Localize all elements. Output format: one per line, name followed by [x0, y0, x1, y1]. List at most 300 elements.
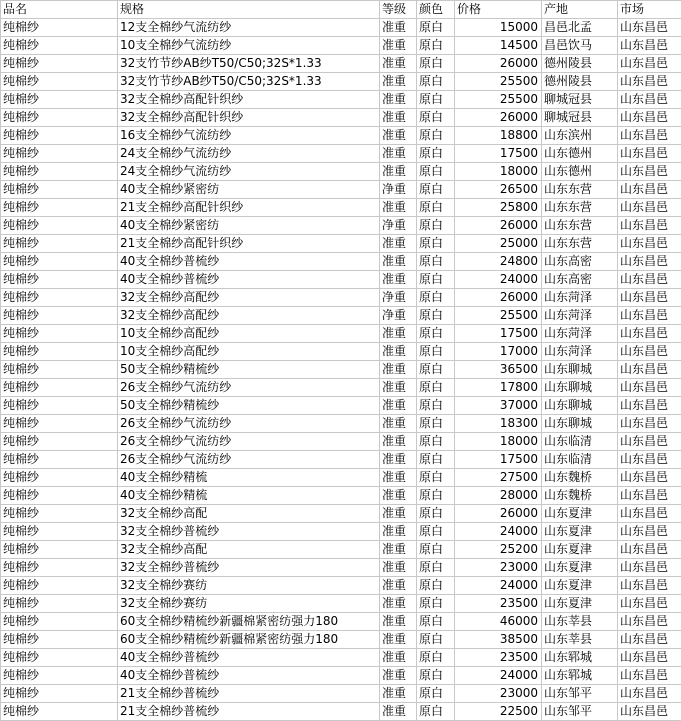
- table-row: [1, 559, 681, 577]
- cell-origin: 山东夏津: [542, 577, 618, 595]
- cell-market: 山东昌邑: [618, 73, 681, 91]
- cell-color: 原白: [417, 703, 455, 721]
- table-row: [1, 271, 681, 289]
- cell-price: 23000: [455, 685, 542, 703]
- cell-price: 18000: [455, 163, 542, 181]
- cell-spec: 26支全棉纱气流纺纱: [118, 415, 380, 433]
- cell-spec: 40支全棉纱精梳: [118, 469, 380, 487]
- cell-price: 17000: [455, 343, 542, 361]
- cell-grade: 准重: [380, 667, 417, 685]
- cell-grade: 准重: [380, 451, 417, 469]
- cell-color: 原白: [417, 145, 455, 163]
- cell-spec: 32支全棉纱赛纺: [118, 595, 380, 613]
- cell-spec: 24支全棉纱气流纺纱: [118, 163, 380, 181]
- header-row: [1, 1, 681, 19]
- table-row: [1, 667, 681, 685]
- cell-spec: 32支全棉纱高配: [118, 505, 380, 523]
- cell-spec: 60支全棉纱精梳纱新疆棉紧密纺强力180: [118, 613, 380, 631]
- cell-price: 23500: [455, 649, 542, 667]
- cell-origin: 山东夏津: [542, 595, 618, 613]
- cell-spec: 50支全棉纱精梳纱: [118, 361, 380, 379]
- cell-market: 山东昌邑: [618, 523, 681, 541]
- cell-spec: 21支全棉纱普梳纱: [118, 685, 380, 703]
- table-row: [1, 289, 681, 307]
- cell-market: 山东昌邑: [618, 163, 681, 181]
- cell-price: 18000: [455, 433, 542, 451]
- cell-color: 原白: [417, 415, 455, 433]
- cell-origin: 山东聊城: [542, 379, 618, 397]
- table-row: [1, 523, 681, 541]
- cell-spec: 32支全棉纱高配针织纱: [118, 109, 380, 127]
- cell-grade: 准重: [380, 145, 417, 163]
- table-row: [1, 343, 681, 361]
- cell-origin: 山东临清: [542, 451, 618, 469]
- cell-spec: 60支全棉纱精梳纱新疆棉紧密纺强力180: [118, 631, 380, 649]
- table-row: [1, 685, 681, 703]
- cell-market: 山东昌邑: [618, 55, 681, 73]
- cell-market: 山东昌邑: [618, 595, 681, 613]
- cell-price: 26000: [455, 505, 542, 523]
- cell-color: 原白: [417, 397, 455, 415]
- cell-spec: 26支全棉纱气流纺纱: [118, 379, 380, 397]
- cell-price: 37000: [455, 397, 542, 415]
- cell-spec: 32支全棉纱赛纺: [118, 577, 380, 595]
- cell-market: 山东昌邑: [618, 541, 681, 559]
- cell-origin: 山东郓城: [542, 667, 618, 685]
- cell-color: 原白: [417, 595, 455, 613]
- cell-spec: 32支全棉纱高配纱: [118, 289, 380, 307]
- cell-origin: 山东东营: [542, 181, 618, 199]
- cell-grade: 准重: [380, 523, 417, 541]
- cell-spec: 32支全棉纱普梳纱: [118, 559, 380, 577]
- cell-origin: 山东东营: [542, 199, 618, 217]
- cell-market: 山东昌邑: [618, 199, 681, 217]
- cell-origin: 山东夏津: [542, 505, 618, 523]
- cell-market: 山东昌邑: [618, 361, 681, 379]
- cell-product-name: 纯棉纱: [1, 559, 118, 577]
- table-row: [1, 253, 681, 271]
- cell-color: 原白: [417, 307, 455, 325]
- cell-origin: 山东滨州: [542, 127, 618, 145]
- cell-price: 27500: [455, 469, 542, 487]
- cell-grade: 准重: [380, 433, 417, 451]
- table-row: [1, 217, 681, 235]
- cell-product-name: 纯棉纱: [1, 649, 118, 667]
- cell-price: 25000: [455, 235, 542, 253]
- cell-price: 26500: [455, 181, 542, 199]
- cell-origin: 山东魏桥: [542, 487, 618, 505]
- table-row: [1, 199, 681, 217]
- cell-price: 25500: [455, 91, 542, 109]
- cell-product-name: 纯棉纱: [1, 19, 118, 37]
- cell-market: 山东昌邑: [618, 505, 681, 523]
- cell-price: 25800: [455, 199, 542, 217]
- cell-grade: 准重: [380, 109, 417, 127]
- cell-origin: 山东莘县: [542, 613, 618, 631]
- table-row: [1, 37, 681, 55]
- table-row: [1, 451, 681, 469]
- cell-grade: 准重: [380, 343, 417, 361]
- cell-price: 24000: [455, 523, 542, 541]
- cell-origin: 山东邹平: [542, 685, 618, 703]
- cell-market: 山东昌邑: [618, 667, 681, 685]
- cell-color: 原白: [417, 325, 455, 343]
- table-row: [1, 361, 681, 379]
- header-market: 市场: [618, 1, 681, 19]
- cell-origin: 山东高密: [542, 253, 618, 271]
- cell-market: 山东昌邑: [618, 127, 681, 145]
- table-row: [1, 379, 681, 397]
- cell-origin: 山东夏津: [542, 541, 618, 559]
- table-row: [1, 613, 681, 631]
- cell-color: 原白: [417, 577, 455, 595]
- cell-spec: 32支全棉纱高配: [118, 541, 380, 559]
- cell-origin: 山东夏津: [542, 523, 618, 541]
- cell-spec: 16支全棉纱气流纺纱: [118, 127, 380, 145]
- cell-price: 17500: [455, 145, 542, 163]
- cell-color: 原白: [417, 199, 455, 217]
- cell-spec: 40支全棉纱普梳纱: [118, 667, 380, 685]
- cell-color: 原白: [417, 235, 455, 253]
- cell-product-name: 纯棉纱: [1, 397, 118, 415]
- table-row: [1, 595, 681, 613]
- cell-color: 原白: [417, 55, 455, 73]
- cell-price: 22500: [455, 703, 542, 721]
- table-row: [1, 235, 681, 253]
- cell-price: 24800: [455, 253, 542, 271]
- cell-color: 原白: [417, 667, 455, 685]
- cell-color: 原白: [417, 37, 455, 55]
- cell-grade: 准重: [380, 379, 417, 397]
- cell-market: 山东昌邑: [618, 37, 681, 55]
- header-origin: 产地: [542, 1, 618, 19]
- table-row: [1, 433, 681, 451]
- cell-color: 原白: [417, 73, 455, 91]
- cell-color: 原白: [417, 379, 455, 397]
- cell-spec: 40支全棉纱普梳纱: [118, 649, 380, 667]
- cell-market: 山东昌邑: [618, 613, 681, 631]
- cell-price: 25500: [455, 73, 542, 91]
- cell-origin: 聊城冠县: [542, 109, 618, 127]
- table-row: [1, 469, 681, 487]
- cell-product-name: 纯棉纱: [1, 703, 118, 721]
- cell-grade: 准重: [380, 703, 417, 721]
- cell-product-name: 纯棉纱: [1, 217, 118, 235]
- cell-grade: 准重: [380, 505, 417, 523]
- cell-product-name: 纯棉纱: [1, 415, 118, 433]
- cell-product-name: 纯棉纱: [1, 433, 118, 451]
- cell-spec: 10支全棉纱气流纺纱: [118, 37, 380, 55]
- cell-grade: 准重: [380, 127, 417, 145]
- cell-grade: 准重: [380, 649, 417, 667]
- cell-product-name: 纯棉纱: [1, 109, 118, 127]
- cell-grade: 准重: [380, 37, 417, 55]
- cell-product-name: 纯棉纱: [1, 163, 118, 181]
- cell-color: 原白: [417, 541, 455, 559]
- cell-product-name: 纯棉纱: [1, 181, 118, 199]
- cell-grade: 准重: [380, 235, 417, 253]
- cell-market: 山东昌邑: [618, 19, 681, 37]
- cell-spec: 12支全棉纱气流纺纱: [118, 19, 380, 37]
- table-row: [1, 109, 681, 127]
- table-row: [1, 163, 681, 181]
- cell-color: 原白: [417, 433, 455, 451]
- header-price: 价格: [455, 1, 542, 19]
- cell-price: 15000: [455, 19, 542, 37]
- cell-price: 18300: [455, 415, 542, 433]
- cell-market: 山东昌邑: [618, 703, 681, 721]
- cell-color: 原白: [417, 523, 455, 541]
- cell-spec: 32支全棉纱高配针织纱: [118, 91, 380, 109]
- cell-price: 46000: [455, 613, 542, 631]
- cell-color: 原白: [417, 217, 455, 235]
- table-row: [1, 703, 681, 721]
- cell-price: 25500: [455, 307, 542, 325]
- cell-origin: 德州陵县: [542, 73, 618, 91]
- cell-color: 原白: [417, 685, 455, 703]
- cell-price: 36500: [455, 361, 542, 379]
- cell-price: 25200: [455, 541, 542, 559]
- cell-origin: 聊城冠县: [542, 91, 618, 109]
- cell-origin: 山东魏桥: [542, 469, 618, 487]
- cell-grade: 准重: [380, 469, 417, 487]
- cell-grade: 准重: [380, 631, 417, 649]
- table-row: [1, 487, 681, 505]
- cell-grade: 准重: [380, 487, 417, 505]
- cell-price: 17800: [455, 379, 542, 397]
- cell-grade: 准重: [380, 199, 417, 217]
- cell-market: 山东昌邑: [618, 289, 681, 307]
- cell-color: 原白: [417, 343, 455, 361]
- cell-origin: 昌邑北孟: [542, 19, 618, 37]
- cell-product-name: 纯棉纱: [1, 685, 118, 703]
- cell-origin: 山东郓城: [542, 649, 618, 667]
- table-row: [1, 541, 681, 559]
- table-row: [1, 325, 681, 343]
- cell-product-name: 纯棉纱: [1, 37, 118, 55]
- cell-market: 山东昌邑: [618, 631, 681, 649]
- cell-market: 山东昌邑: [618, 307, 681, 325]
- cell-market: 山东昌邑: [618, 109, 681, 127]
- cell-product-name: 纯棉纱: [1, 451, 118, 469]
- table-row: [1, 649, 681, 667]
- cell-grade: 净重: [380, 217, 417, 235]
- cell-origin: 山东莘县: [542, 631, 618, 649]
- cell-spec: 50支全棉纱精梳纱: [118, 397, 380, 415]
- cell-color: 原白: [417, 451, 455, 469]
- cell-market: 山东昌邑: [618, 145, 681, 163]
- cell-origin: 德州陵县: [542, 55, 618, 73]
- cell-color: 原白: [417, 91, 455, 109]
- cell-color: 原白: [417, 649, 455, 667]
- header-product-name: 品名: [1, 1, 118, 19]
- cell-grade: 准重: [380, 685, 417, 703]
- cell-origin: 山东邹平: [542, 703, 618, 721]
- cell-market: 山东昌邑: [618, 451, 681, 469]
- cell-grade: 准重: [380, 595, 417, 613]
- cell-product-name: 纯棉纱: [1, 487, 118, 505]
- cell-market: 山东昌邑: [618, 397, 681, 415]
- cell-color: 原白: [417, 361, 455, 379]
- table-row: [1, 307, 681, 325]
- table-row: [1, 73, 681, 91]
- cell-product-name: 纯棉纱: [1, 289, 118, 307]
- cell-product-name: 纯棉纱: [1, 469, 118, 487]
- cell-origin: 山东菏泽: [542, 307, 618, 325]
- cell-product-name: 纯棉纱: [1, 613, 118, 631]
- cell-price: 38500: [455, 631, 542, 649]
- table-row: [1, 631, 681, 649]
- cell-grade: 准重: [380, 397, 417, 415]
- cell-grade: 净重: [380, 289, 417, 307]
- cell-grade: 准重: [380, 577, 417, 595]
- cell-origin: 昌邑饮马: [542, 37, 618, 55]
- header-grade: 等级: [380, 1, 417, 19]
- cell-price: 17500: [455, 325, 542, 343]
- cell-product-name: 纯棉纱: [1, 73, 118, 91]
- cell-market: 山东昌邑: [618, 649, 681, 667]
- cell-product-name: 纯棉纱: [1, 55, 118, 73]
- cell-product-name: 纯棉纱: [1, 631, 118, 649]
- cell-origin: 山东菏泽: [542, 343, 618, 361]
- cell-grade: 准重: [380, 415, 417, 433]
- cell-origin: 山东德州: [542, 163, 618, 181]
- cell-grade: 准重: [380, 325, 417, 343]
- table-row: [1, 55, 681, 73]
- cell-product-name: 纯棉纱: [1, 667, 118, 685]
- cell-spec: 32支竹节纱AB纱T50/C50;32S*1.33: [118, 73, 380, 91]
- cell-grade: 准重: [380, 253, 417, 271]
- cell-product-name: 纯棉纱: [1, 379, 118, 397]
- cell-price: 24000: [455, 271, 542, 289]
- cell-market: 山东昌邑: [618, 559, 681, 577]
- cell-grade: 净重: [380, 181, 417, 199]
- cell-price: 14500: [455, 37, 542, 55]
- cell-grade: 准重: [380, 559, 417, 577]
- cell-product-name: 纯棉纱: [1, 577, 118, 595]
- cell-price: 24000: [455, 667, 542, 685]
- cell-product-name: 纯棉纱: [1, 307, 118, 325]
- cell-spec: 40支全棉纱精梳: [118, 487, 380, 505]
- cell-color: 原白: [417, 559, 455, 577]
- cell-grade: 准重: [380, 271, 417, 289]
- cell-origin: 山东聊城: [542, 361, 618, 379]
- cell-origin: 山东临清: [542, 433, 618, 451]
- cell-color: 原白: [417, 271, 455, 289]
- cell-color: 原白: [417, 181, 455, 199]
- cell-origin: 山东高密: [542, 271, 618, 289]
- cell-market: 山东昌邑: [618, 91, 681, 109]
- cell-color: 原白: [417, 253, 455, 271]
- cell-color: 原白: [417, 613, 455, 631]
- cell-spec: 21支全棉纱高配针织纱: [118, 199, 380, 217]
- cell-color: 原白: [417, 289, 455, 307]
- cell-color: 原白: [417, 487, 455, 505]
- cell-spec: 21支全棉纱普梳纱: [118, 703, 380, 721]
- cell-grade: 准重: [380, 55, 417, 73]
- cell-spec: 26支全棉纱气流纺纱: [118, 433, 380, 451]
- cell-price: 23500: [455, 595, 542, 613]
- cell-market: 山东昌邑: [618, 217, 681, 235]
- cell-spec: 40支全棉纱普梳纱: [118, 271, 380, 289]
- cell-grade: 准重: [380, 19, 417, 37]
- cell-spec: 32支全棉纱普梳纱: [118, 523, 380, 541]
- cell-price: 17500: [455, 451, 542, 469]
- cell-price: 26000: [455, 109, 542, 127]
- cell-product-name: 纯棉纱: [1, 91, 118, 109]
- cell-market: 山东昌邑: [618, 235, 681, 253]
- cell-spec: 32支竹节纱AB纱T50/C50;32S*1.33: [118, 55, 380, 73]
- cell-product-name: 纯棉纱: [1, 235, 118, 253]
- cell-origin: 山东聊城: [542, 415, 618, 433]
- table-row: [1, 505, 681, 523]
- cell-price: 28000: [455, 487, 542, 505]
- cell-price: 26000: [455, 217, 542, 235]
- cell-market: 山东昌邑: [618, 379, 681, 397]
- cell-market: 山东昌邑: [618, 415, 681, 433]
- cell-spec: 26支全棉纱气流纺纱: [118, 451, 380, 469]
- cell-grade: 净重: [380, 307, 417, 325]
- cell-price: 23000: [455, 559, 542, 577]
- cell-product-name: 纯棉纱: [1, 127, 118, 145]
- cell-spec: 40支全棉纱紧密纺: [118, 217, 380, 235]
- header-spec: 规格: [118, 1, 380, 19]
- cell-spec: 32支全棉纱高配纱: [118, 307, 380, 325]
- cell-origin: 山东东营: [542, 217, 618, 235]
- cell-market: 山东昌邑: [618, 271, 681, 289]
- cell-market: 山东昌邑: [618, 577, 681, 595]
- cell-spec: 24支全棉纱气流纺纱: [118, 145, 380, 163]
- cell-spec: 40支全棉纱普梳纱: [118, 253, 380, 271]
- cell-market: 山东昌邑: [618, 325, 681, 343]
- cell-color: 原白: [417, 469, 455, 487]
- cell-product-name: 纯棉纱: [1, 145, 118, 163]
- cell-spec: 10支全棉纱高配纱: [118, 325, 380, 343]
- cell-color: 原白: [417, 163, 455, 181]
- cell-price: 18800: [455, 127, 542, 145]
- cell-price: 26000: [455, 289, 542, 307]
- table-row: [1, 577, 681, 595]
- cell-product-name: 纯棉纱: [1, 595, 118, 613]
- cell-product-name: 纯棉纱: [1, 361, 118, 379]
- table-row: [1, 415, 681, 433]
- table-row: [1, 19, 681, 37]
- cell-product-name: 纯棉纱: [1, 199, 118, 217]
- cell-origin: 山东德州: [542, 145, 618, 163]
- cell-grade: 准重: [380, 163, 417, 181]
- cell-product-name: 纯棉纱: [1, 271, 118, 289]
- cell-spec: 40支全棉纱紧密纺: [118, 181, 380, 199]
- cell-product-name: 纯棉纱: [1, 541, 118, 559]
- table-row: [1, 91, 681, 109]
- cell-spec: 21支全棉纱高配针织纱: [118, 235, 380, 253]
- cell-spec: 10支全棉纱高配纱: [118, 343, 380, 361]
- cell-grade: 准重: [380, 613, 417, 631]
- cell-grade: 准重: [380, 361, 417, 379]
- cell-grade: 准重: [380, 73, 417, 91]
- cell-origin: 山东菏泽: [542, 325, 618, 343]
- table-row: [1, 181, 681, 199]
- cell-color: 原白: [417, 505, 455, 523]
- cell-market: 山东昌邑: [618, 343, 681, 361]
- cell-color: 原白: [417, 631, 455, 649]
- cell-origin: 山东菏泽: [542, 289, 618, 307]
- cell-market: 山东昌邑: [618, 253, 681, 271]
- cell-origin: 山东夏津: [542, 559, 618, 577]
- cell-product-name: 纯棉纱: [1, 253, 118, 271]
- cell-price: 24000: [455, 577, 542, 595]
- cell-color: 原白: [417, 127, 455, 145]
